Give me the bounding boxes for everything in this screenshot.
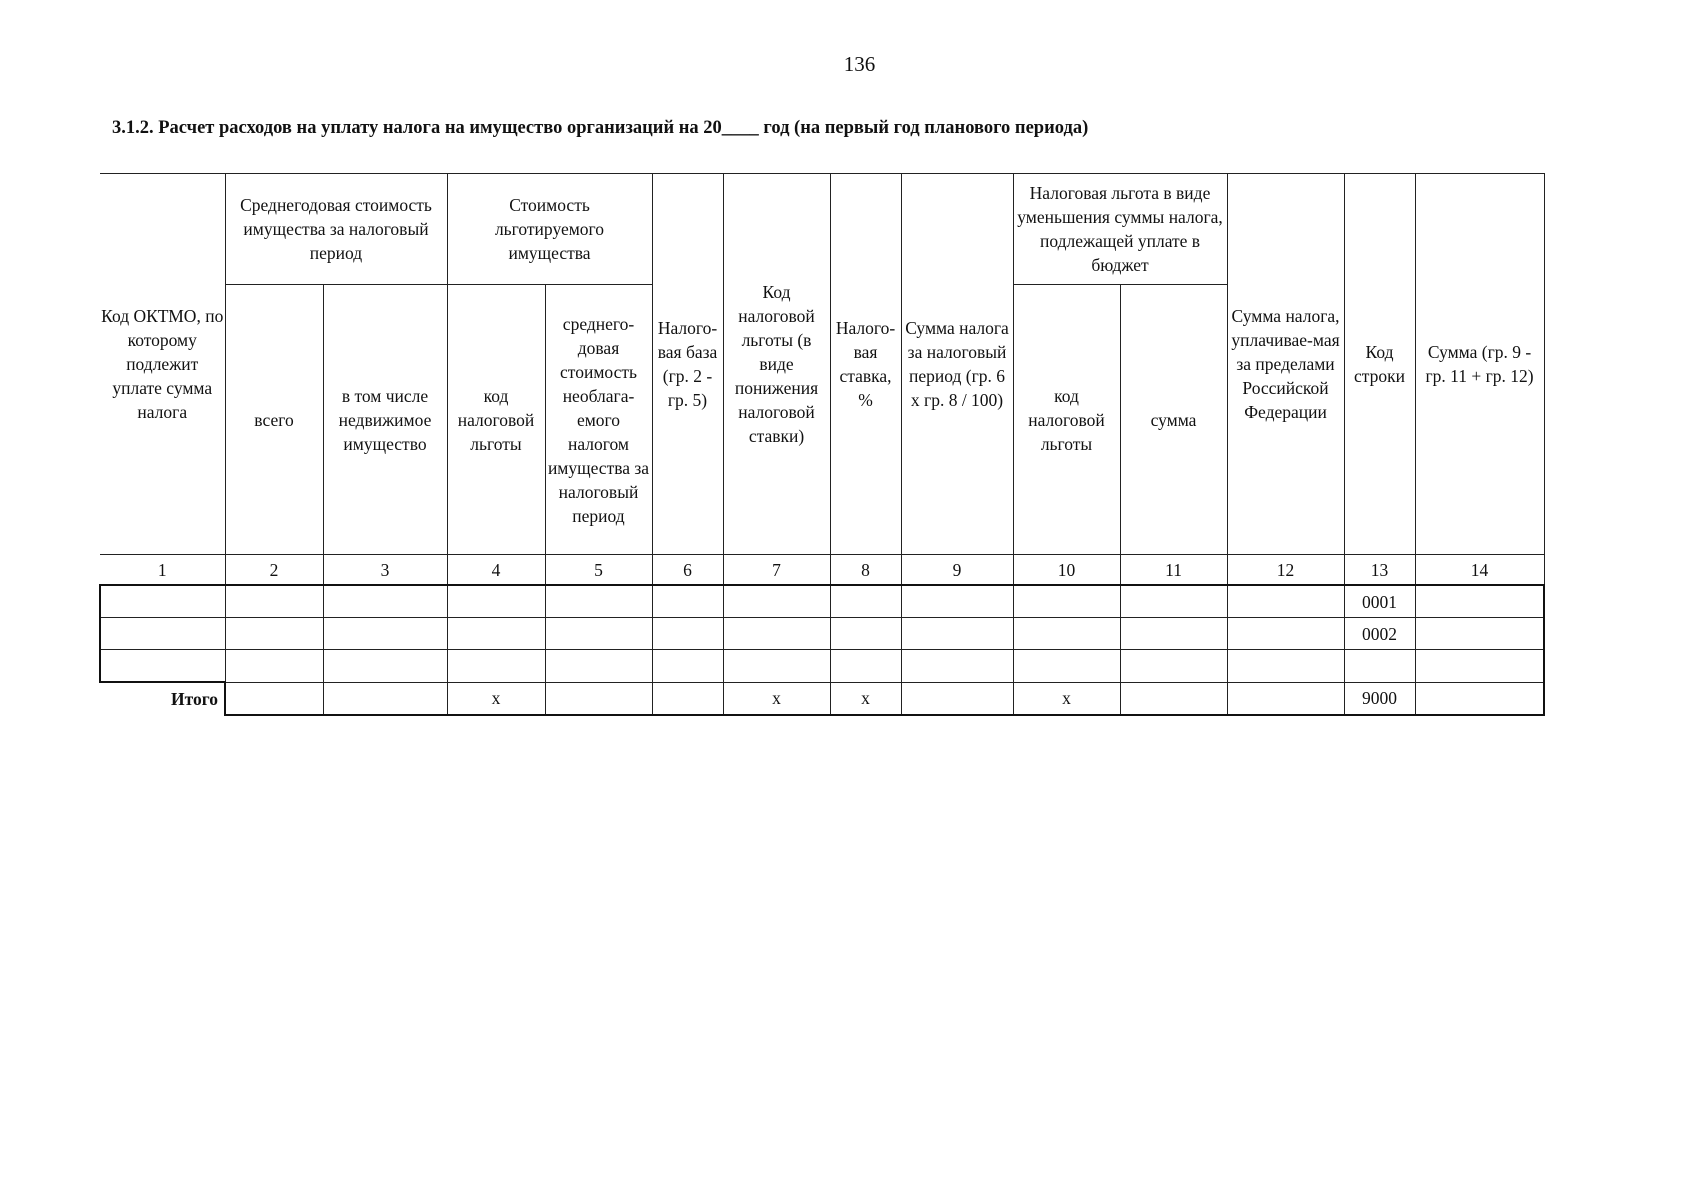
header-exempt-avg-cost: среднего-довая стоимость необлага-емого налогом имущества за налоговый период (545, 285, 652, 555)
column-number: 8 (830, 555, 901, 586)
data-cell[interactable] (225, 618, 323, 650)
data-cell[interactable] (901, 650, 1013, 683)
total-line-code: 9000 (1344, 682, 1415, 715)
data-cell[interactable] (323, 585, 447, 618)
column-number: 4 (447, 555, 545, 586)
data-cell[interactable] (1415, 585, 1544, 618)
data-cell[interactable] (830, 618, 901, 650)
total-cell[interactable] (225, 682, 323, 715)
data-cell[interactable] (447, 618, 545, 650)
column-number: 13 (1344, 555, 1415, 586)
header-benefit-code: код налоговой льготы (447, 285, 545, 555)
data-cell[interactable] (901, 585, 1013, 618)
data-cell[interactable] (447, 650, 545, 683)
column-number: 9 (901, 555, 1013, 586)
page-number: 136 (843, 52, 876, 76)
column-number: 1 (100, 555, 225, 586)
data-cell[interactable] (830, 650, 901, 683)
total-cell-x: x (830, 682, 901, 715)
total-cell[interactable] (1120, 682, 1227, 715)
data-cell[interactable] (100, 650, 225, 683)
data-cell[interactable] (1415, 650, 1544, 683)
header-tax-amount: Сумма налога за налоговый период (гр. 6 х гр. 8 / 100) (901, 174, 1013, 555)
header-reduction-benefit-code: код налоговой льготы (1013, 285, 1120, 555)
header-avg-cost-total: всего (225, 285, 323, 555)
data-cell[interactable] (652, 650, 723, 683)
data-cell[interactable] (1013, 650, 1120, 683)
header-rate-benefit-code: Код налоговой льготы (в виде понижения налоговой ставки) (723, 174, 830, 555)
total-cell-x: x (723, 682, 830, 715)
header-group-benefit-property: Стоимость льготируемого имущества (447, 174, 652, 285)
data-cell[interactable] (323, 650, 447, 683)
data-cell[interactable] (652, 585, 723, 618)
total-row (100, 682, 1544, 715)
header-reduction-amount: сумма (1120, 285, 1227, 555)
data-cell[interactable] (723, 618, 830, 650)
table-row (100, 618, 1544, 650)
total-label: Итого (100, 682, 225, 715)
column-number: 12 (1227, 555, 1344, 586)
data-cell[interactable] (1415, 618, 1544, 650)
data-cell[interactable] (545, 650, 652, 683)
header-group-avg-cost: Среднегодовая стоимость имущества за налоговый период (225, 174, 447, 285)
header-tax-base: Налого-вая база (гр. 2 - гр. 5) (652, 174, 723, 555)
table-row (100, 585, 1544, 618)
data-cell[interactable] (1013, 585, 1120, 618)
document-title: 3.1.2. Расчет расходов на уплату налога на имущество организаций на 20____ год (на первый год планового периода) (112, 118, 1089, 138)
column-number: 11 (1120, 555, 1227, 586)
header-tax-rate: Налого-вая ставка, % (830, 174, 901, 555)
data-cell[interactable] (901, 618, 1013, 650)
column-number: 5 (545, 555, 652, 586)
data-cell[interactable] (723, 650, 830, 683)
column-number: 6 (652, 555, 723, 586)
data-cell[interactable] (100, 618, 225, 650)
total-cell[interactable] (901, 682, 1013, 715)
header-line-code: Код строки (1344, 174, 1415, 555)
data-cell[interactable] (830, 585, 901, 618)
total-cell-x: x (447, 682, 545, 715)
header-group-tax-benefit: Налоговая льгота в виде уменьшения суммы налога, подлежащей уплате в бюджет (1013, 174, 1227, 285)
line-code-cell (1344, 650, 1415, 683)
total-cell[interactable] (652, 682, 723, 715)
data-cell[interactable] (323, 618, 447, 650)
column-number: 14 (1415, 555, 1544, 586)
data-cell[interactable] (225, 650, 323, 683)
data-cell[interactable] (100, 585, 225, 618)
header-sum-formula: Сумма (гр. 9 - гр. 11 + гр. 12) (1415, 174, 1544, 555)
data-cell[interactable] (1120, 618, 1227, 650)
data-cell[interactable] (1227, 618, 1344, 650)
line-code-cell: 0001 (1344, 585, 1415, 618)
header-avg-cost-real-estate: в том числе недвижимое имущество (323, 285, 447, 555)
tax-calculation-table (99, 173, 1545, 716)
data-cell[interactable] (225, 585, 323, 618)
column-number-row (100, 555, 1544, 586)
total-cell[interactable] (323, 682, 447, 715)
data-cell[interactable] (1227, 650, 1344, 683)
data-cell[interactable] (652, 618, 723, 650)
total-cell[interactable] (1227, 682, 1344, 715)
column-number: 2 (225, 555, 323, 586)
column-number: 7 (723, 555, 830, 586)
data-cell[interactable] (447, 585, 545, 618)
data-cell[interactable] (1227, 585, 1344, 618)
header-row-top (100, 174, 1544, 285)
header-oktmo-code: Код ОКТМО, по которому подлежит уплате сумма налога (100, 174, 225, 555)
total-cell[interactable] (545, 682, 652, 715)
data-cell[interactable] (1120, 585, 1227, 618)
data-cell[interactable] (1120, 650, 1227, 683)
line-code-cell: 0002 (1344, 618, 1415, 650)
total-cell[interactable] (1415, 682, 1544, 715)
header-foreign-tax: Сумма налога, уплачивае-мая за пределами Российской Федерации (1227, 174, 1344, 555)
column-number: 3 (323, 555, 447, 586)
data-cell[interactable] (545, 585, 652, 618)
column-number: 10 (1013, 555, 1120, 586)
data-cell[interactable] (545, 618, 652, 650)
total-cell-x: x (1013, 682, 1120, 715)
data-cell[interactable] (1013, 618, 1120, 650)
table-row (100, 650, 1544, 683)
data-cell[interactable] (723, 585, 830, 618)
